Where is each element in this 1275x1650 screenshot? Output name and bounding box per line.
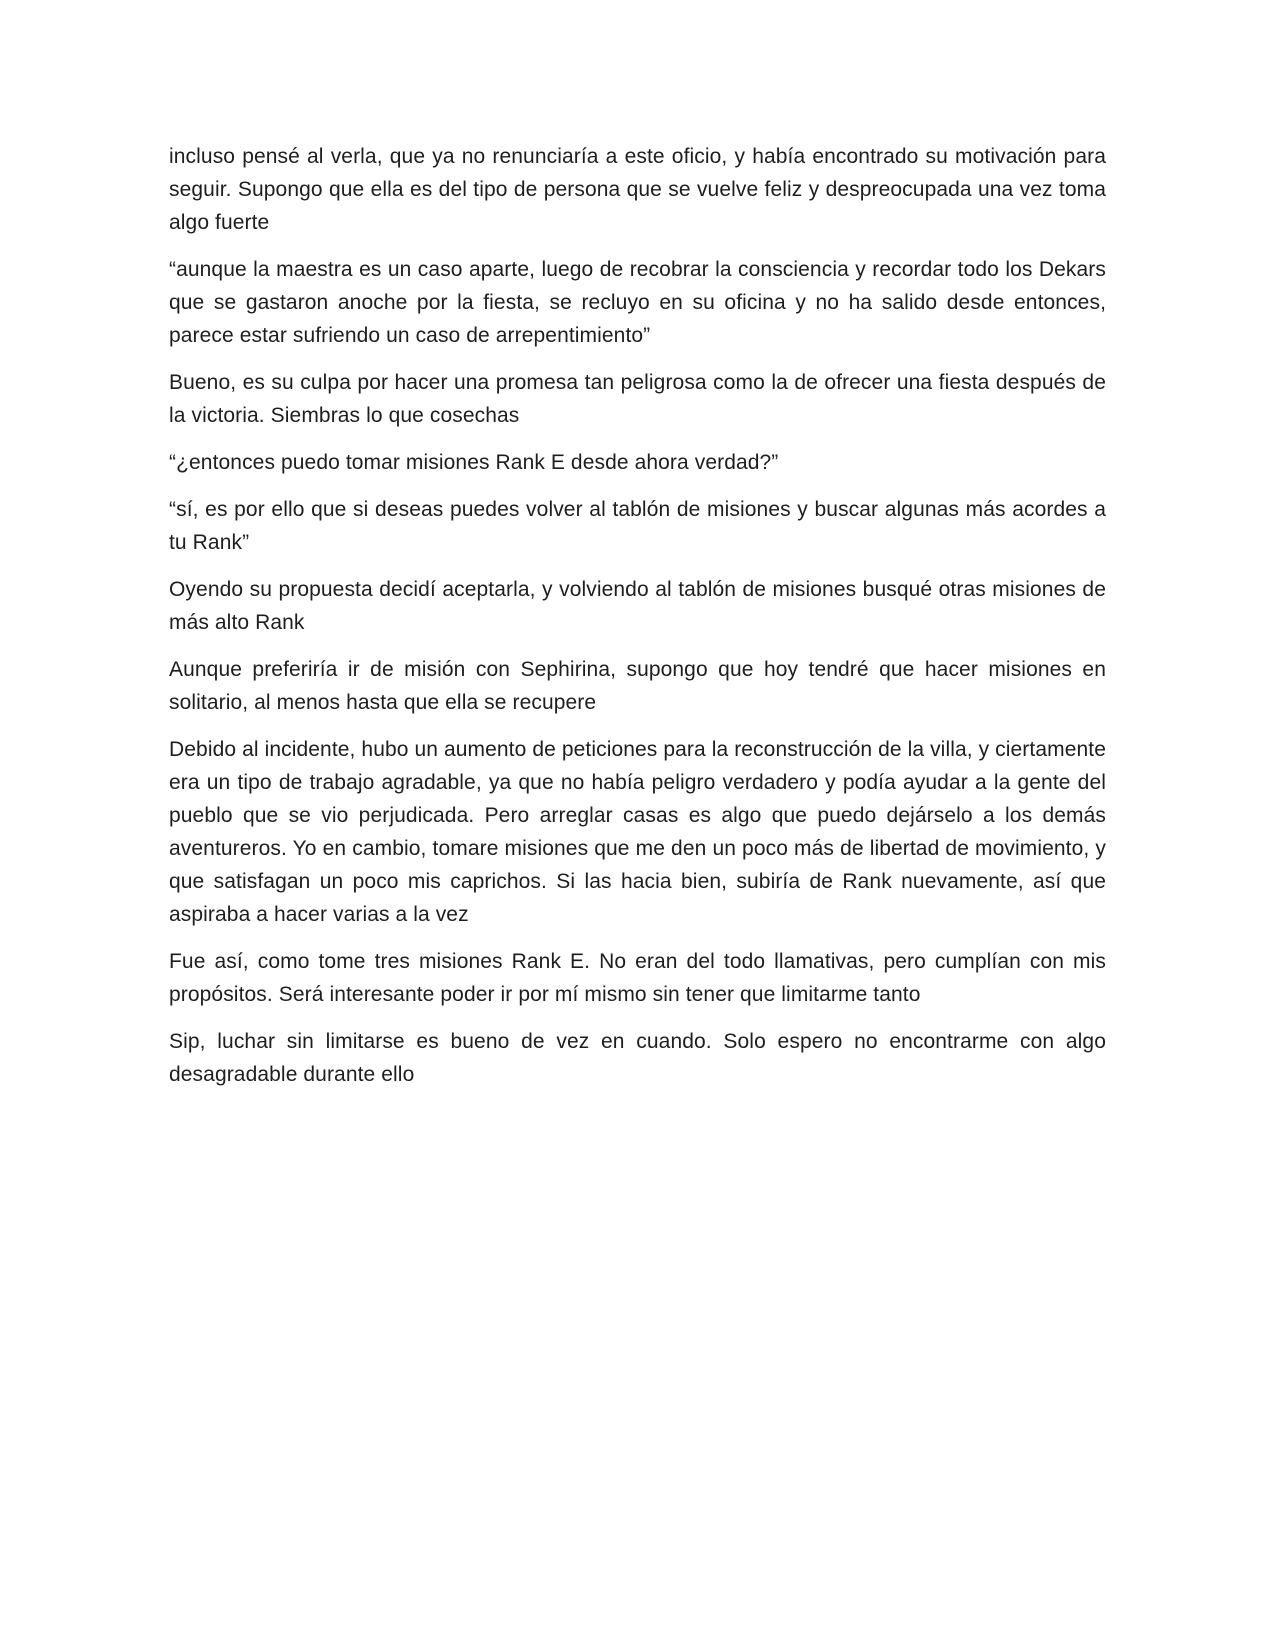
paragraph-narration-4: Aunque preferiría ir de misión con Sephirina, supongo que hoy tendré que hacer misiones en solitario, al menos hasta que ella se recupere — [169, 658, 1106, 714]
paragraph-narration-6: Fue así, como tome tres misiones Rank E. No eran del todo llamativas, pero cumplían con mis propósitos. Será interesante poder ir por mí mismo sin tener que limitarme tanto — [169, 950, 1106, 1006]
paragraph-narration-5: Debido al incidente, hubo un aumento de peticiones para la reconstrucción de la villa, y ciertamente era un tipo de trabajo agradable, ya que no había peligro verdadero y podía ayudar a la gente del pueblo que se vio perjudicada. Pero arreglar casas es algo que puedo dejárselo a los demás aventureros. Yo en cambio, tomare misiones que me den un poco más de libertad de movimiento, y que satisfagan un poco mis caprichos. Si las hacia bien, subiría de Rank nuevamente, así que aspiraba a hacer varias a la vez — [169, 738, 1106, 926]
paragraph-dialogue-2: “¿entonces puedo tomar misiones Rank E desde ahora verdad?” — [169, 451, 779, 474]
paragraph-narration-1: incluso pensé al verla, que ya no renunciaría a este oficio, y había encontrado su motivación para seguir. Supongo que ella es del tipo de persona que se vuelve feliz y despreocupada una vez toma algo fuerte — [169, 145, 1106, 234]
paragraph-dialogue-3: “sí, es por ello que si deseas puedes volver al tablón de misiones y buscar algunas más acordes a tu Rank” — [169, 498, 1106, 554]
paragraph-narration-7: Sip, luchar sin limitarse es bueno de vez en cuando. Solo espero no encontrarme con algo desagradable durante ello — [169, 1030, 1106, 1086]
paragraph-dialogue-1: “aunque la maestra es un caso aparte, luego de recobrar la consciencia y recordar todo los Dekars que se gastaron anoche por la fiesta, se recluyo en su oficina y no ha salido desde entonces, parece estar sufriendo un caso de arrepentimiento” — [169, 258, 1106, 347]
paragraph-narration-2: Bueno, es su culpa por hacer una promesa tan peligrosa como la de ofrecer una fiesta después de la victoria. Siembras lo que cosechas — [169, 371, 1106, 427]
paragraph-narration-3: Oyendo su propuesta decidí aceptarla, y volviendo al tablón de misiones busqué otras misiones de más alto Rank — [169, 578, 1106, 634]
